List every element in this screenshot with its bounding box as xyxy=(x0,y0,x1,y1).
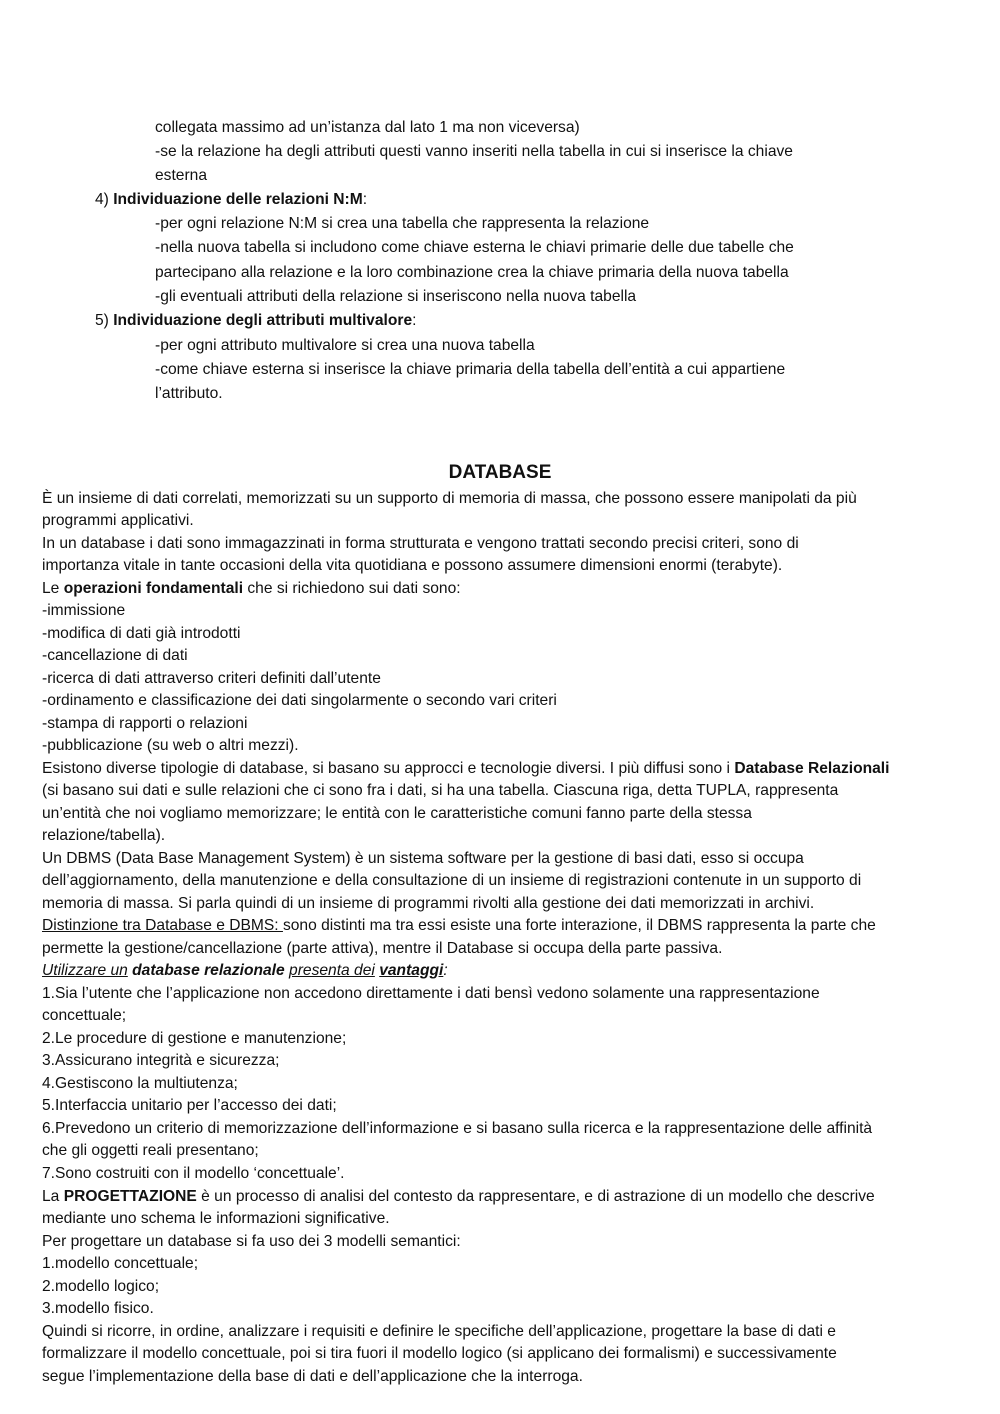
list-item: 1.Sia l’utente che l’applicazione non accedono direttamente i dati bensì vedono solamente una rappresentazione xyxy=(42,985,820,1002)
list-item: -ricerca di dati attraverso criteri definiti dall’utente xyxy=(42,670,381,687)
text-line: In un database i dati sono immagazzinati in forma strutturata e vengono trattati secondo precisi criteri, sono di xyxy=(42,535,799,552)
underline-italic-run: presenta dei xyxy=(289,962,375,979)
advantages-heading xyxy=(42,960,448,982)
text-line xyxy=(42,915,876,937)
text-run: Esistono diverse tipologie di database, si basano su approcci e tecnologie diversi. I più diffusi sono i xyxy=(42,760,735,777)
text-line: Quindi si ricorre, in ordine, analizzare i requisiti e definire le specifiche dell’applicazione, progettare la base di dati e xyxy=(42,1323,836,1340)
text-line: -se la relazione ha degli attributi questi vanno inseriti nella tabella in cui si inserisce la chiave xyxy=(155,143,793,160)
list-item: -cancellazione di dati xyxy=(42,647,188,664)
text-line: permette la gestione/cancellazione (parte attiva), mentre il Database si occupa della parte passiva. xyxy=(42,940,723,957)
text-line: un’entità che noi vogliamo memorizzare; le entità con le caratteristiche comuni fanno parte della stessa xyxy=(42,805,752,822)
list-item-4-heading xyxy=(95,189,367,211)
list-heading-bold: Individuazione delle relazioni N:M xyxy=(113,191,363,208)
text-line: -nella nuova tabella si includono come chiave esterna le chiavi primarie delle due tabelle che xyxy=(155,239,794,256)
text-line: relazione/tabella). xyxy=(42,827,166,844)
bold-run: operazioni fondamentali xyxy=(63,580,244,597)
list-item: 5.Interfaccia unitario per l’accesso dei dati; xyxy=(42,1097,337,1114)
bold-run: Database Relazionali xyxy=(734,760,890,777)
list-heading-bold: Individuazione degli attributi multivalore xyxy=(113,312,413,329)
text-line: formalizzare il modello concettuale, poi si tira fuori il modello logico (si applicano dei formalismi) e successivamente xyxy=(42,1345,837,1362)
list-item: 2.Le procedure di gestione e manutenzione; xyxy=(42,1030,347,1047)
text-run: è un processo di analisi del contesto da rappresentare, e di astrazione di un modello che descrive xyxy=(196,1188,875,1205)
text-run: sono distinti ma tra essi esiste una forte interazione, il DBMS rappresenta la parte che xyxy=(282,917,876,934)
bold-run: PROGETTAZIONE xyxy=(63,1188,197,1205)
text-line: -per ogni relazione N:M si crea una tabella che rappresenta la relazione xyxy=(155,215,650,232)
list-item: -pubblicazione (su web o altri mezzi). xyxy=(42,737,299,754)
text-line xyxy=(42,758,889,780)
list-item: -ordinamento e classificazione dei dati singolarmente o secondo vari criteri xyxy=(42,692,557,709)
text-line: esterna xyxy=(155,167,208,184)
list-item: -stampa di rapporti o relazioni xyxy=(42,715,248,732)
text-line xyxy=(42,1186,875,1208)
text-run: La xyxy=(42,1188,64,1205)
text-line: memoria di massa. Si parla quindi di un insieme di programmi rivolti alla gestione dei dati memorizzati in archivi. xyxy=(42,895,815,912)
list-item: 7.Sono costruiti con il modello ‘concettuale’. xyxy=(42,1165,345,1182)
text-line: programmi applicativi. xyxy=(42,512,194,529)
text-line: -come chiave esterna si inserisce la chiave primaria della tabella dell’entità a cui appartiene xyxy=(155,361,786,378)
colon: : xyxy=(362,191,368,208)
text-line: mediante uno schema le informazioni significative. xyxy=(42,1210,390,1227)
text-line: È un insieme di dati correlati, memorizzati su un supporto di memoria di massa, che possono essere manipolati da più xyxy=(42,490,857,507)
text-line: dell’aggiornamento, della manutenzione e della consultazione di un insieme di registrazioni contenute in un supporto di xyxy=(42,872,862,889)
list-item: concettuale; xyxy=(42,1007,127,1024)
list-item: -immissione xyxy=(42,602,126,619)
bold-italic-run: database relazionale xyxy=(132,962,285,979)
list-number: 4) xyxy=(95,191,114,208)
text-line: importanza vitale in tante occasioni della vita quotidiana e possono assumere dimensioni enormi (terabyte). xyxy=(42,557,783,574)
text-run: Le xyxy=(42,580,64,597)
list-item-5-heading xyxy=(95,310,416,332)
text-line: l’attributo. xyxy=(155,385,223,402)
text-line: -gli eventuali attributi della relazione si inseriscono nella nuova tabella xyxy=(155,288,637,305)
text-line: collegata massimo ad un’istanza dal lato 1 ma non viceversa) xyxy=(155,119,580,136)
list-number: 5) xyxy=(95,312,114,329)
list-item: 4.Gestiscono la multiutenza; xyxy=(42,1075,238,1092)
text-line xyxy=(42,578,461,600)
underline-run: Distinzione tra Database e DBMS: xyxy=(42,917,283,934)
text-line: (si basano sui dati e sulle relazioni che ci sono fra i dati, si ha una tabella. Ciascuna riga, detta TUPLA, rappresenta xyxy=(42,782,839,799)
underline-italic-run: Utilizzare un xyxy=(42,962,128,979)
list-item: 3.Assicurano integrità e sicurezza; xyxy=(42,1052,280,1069)
section-title: DATABASE xyxy=(448,462,552,483)
list-item: che gli oggetti reali presentano; xyxy=(42,1142,259,1159)
colon: : xyxy=(443,962,448,979)
list-item: 6.Prevedono un criterio di memorizzazione dell’informazione e si basano sulla ricerca e la rappresentazione delle affinità xyxy=(42,1120,873,1137)
text-line: -per ogni attributo multivalore si crea una nuova tabella xyxy=(155,337,535,354)
text-line: Per progettare un database si fa uso dei 3 modelli semantici: xyxy=(42,1233,461,1250)
text-line: segue l’implementazione della base di dati e dell’applicazione che la interroga. xyxy=(42,1368,583,1385)
text-line: Un DBMS (Data Base Management System) è un sistema software per la gestione di basi dati, esso si occupa xyxy=(42,850,804,867)
list-item: 1.modello concettuale; xyxy=(42,1255,199,1272)
list-item: -modifica di dati già introdotti xyxy=(42,625,241,642)
bold-underline-run: vantaggi xyxy=(379,962,444,979)
list-item: 3.modello fisico. xyxy=(42,1300,154,1317)
text-run: che si richiedono sui dati sono: xyxy=(243,580,461,597)
text-line: partecipano alla relazione e la loro combinazione crea la chiave primaria della nuova tabella xyxy=(155,264,789,281)
list-item: 2.modello logico; xyxy=(42,1278,160,1295)
colon: : xyxy=(412,312,417,329)
